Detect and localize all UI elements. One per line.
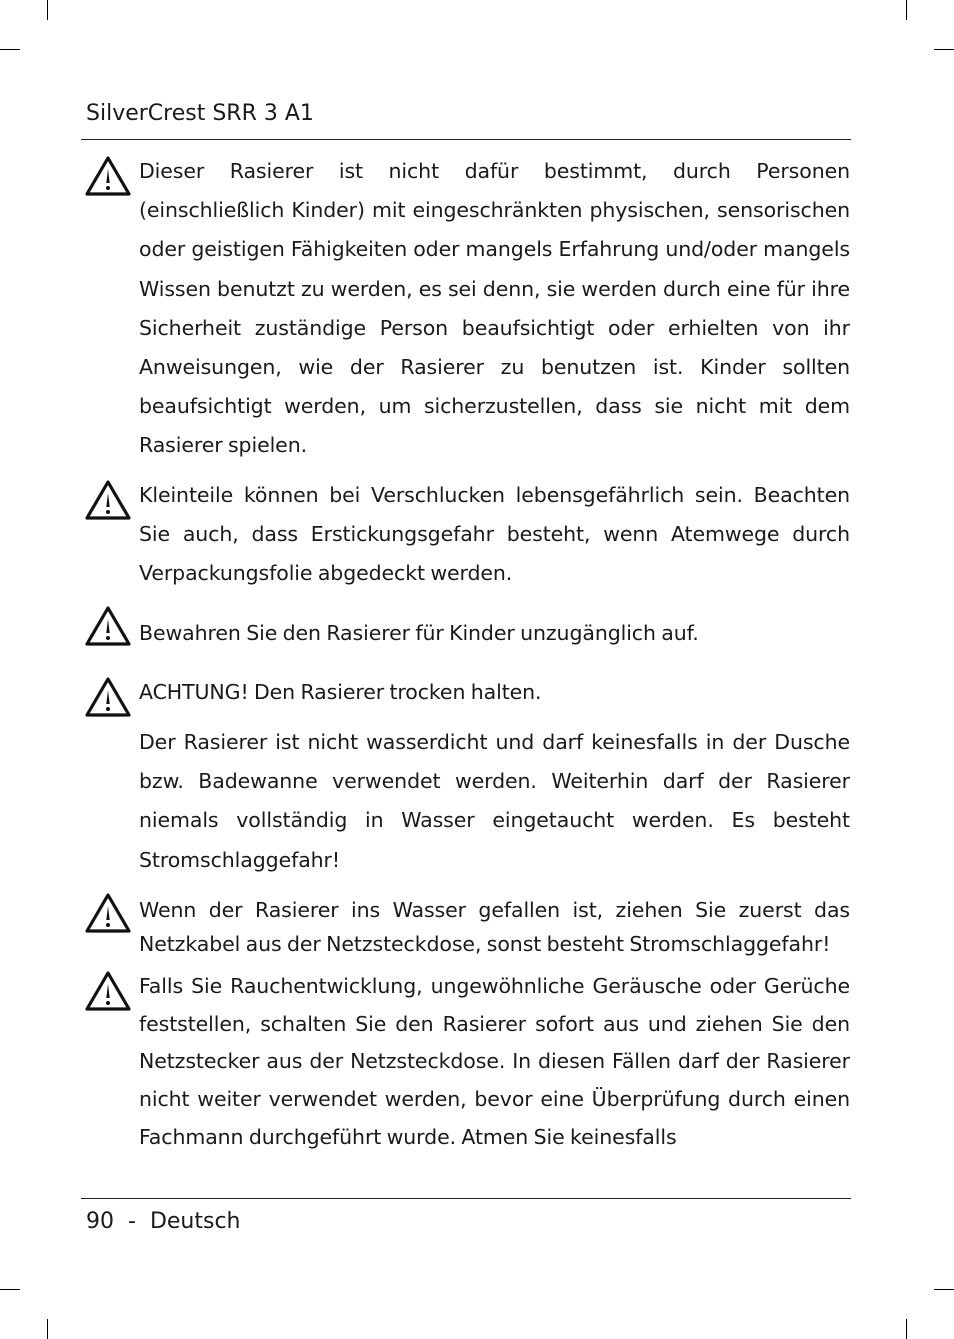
warning-paragraph-attention: ACHTUNG! Den Rasierer trocken halten. [139, 680, 542, 704]
crop-mark [906, 0, 907, 20]
warning-triangle-icon [85, 677, 131, 717]
crop-mark [47, 1319, 48, 1339]
crop-mark [47, 0, 48, 20]
page-number: 90 [86, 1209, 114, 1234]
crop-mark [0, 1289, 20, 1290]
warning-triangle-icon [85, 156, 131, 196]
crop-mark [906, 1319, 907, 1339]
warning-triangle-icon [85, 893, 131, 933]
page-footer [86, 1208, 241, 1236]
warning-triangle-icon [85, 971, 131, 1011]
crop-mark [934, 49, 954, 50]
warning-triangle-icon [85, 606, 131, 646]
paragraph-water-hazard: Der Rasierer ist nicht wasserdicht und darf keinesfalls in der Dusche bzw. Badewanne verwendet werden. Weiterhin darf der Rasierer niemals vollständig in Wasser eingetaucht werden. Es besteht Stromschlaggefahr! [139, 730, 850, 872]
warning-paragraph-small-parts: Kleinteile können bei Verschlucken lebensgefährlich sein. Beachten Sie auch, dass Erstickungsgefahr besteht, wenn Atemwege durch Verpackungsfolie abgedeckt werden. [139, 483, 850, 586]
warning-paragraph-persons: Dieser Rasierer ist nicht dafür bestimmt, durch Personen (einschließlich Kinder) mit eingeschränkten physischen, sensorischen oder geistigen Fähigkeiten oder mangels Erfahrung und/oder mangels Wissen benutzt zu werden, es sei denn, sie werden durch eine für ihre Sicherheit zuständige Person beaufsichtigt oder erhielten von ihr Anweisungen, wie der Rasierer zu benutzen ist. Kinder sollten beaufsichtigt werden, um sicherzustellen, dass sie nicht mit dem Rasierer spielen. [139, 159, 850, 458]
footer-language: Deutsch [149, 1209, 241, 1234]
crop-mark [934, 1289, 954, 1290]
footer-rule [81, 1198, 851, 1199]
crop-mark [0, 49, 20, 50]
warning-paragraph-children: Bewahren Sie den Rasierer für Kinder unzugänglich auf. [139, 621, 699, 645]
footer-separator: - [128, 1209, 136, 1234]
page-header-title: SilverCrest SRR 3 A1 [86, 101, 314, 126]
warning-triangle-icon [85, 480, 131, 520]
header-rule [81, 139, 851, 140]
warning-paragraph-fallen-in-water: Wenn der Rasierer ins Wasser gefallen ist, ziehen Sie zuerst das Netzkabel aus der Netzsteckdose, sonst besteht Stromschlaggefahr! [139, 898, 850, 956]
warning-paragraph-smoke: Falls Sie Rauchentwicklung, ungewöhnliche Geräusche oder Gerüche feststellen, schalten Sie den Rasierer sofort aus und ziehen Sie den Netzstecker aus der Netzsteckdose. In diesen Fällen darf der Rasierer nicht weiter verwendet werden, bevor eine Überprüfung durch einen Fachmann durchgeführt wurde. Atmen Sie keinesfalls [139, 974, 850, 1149]
